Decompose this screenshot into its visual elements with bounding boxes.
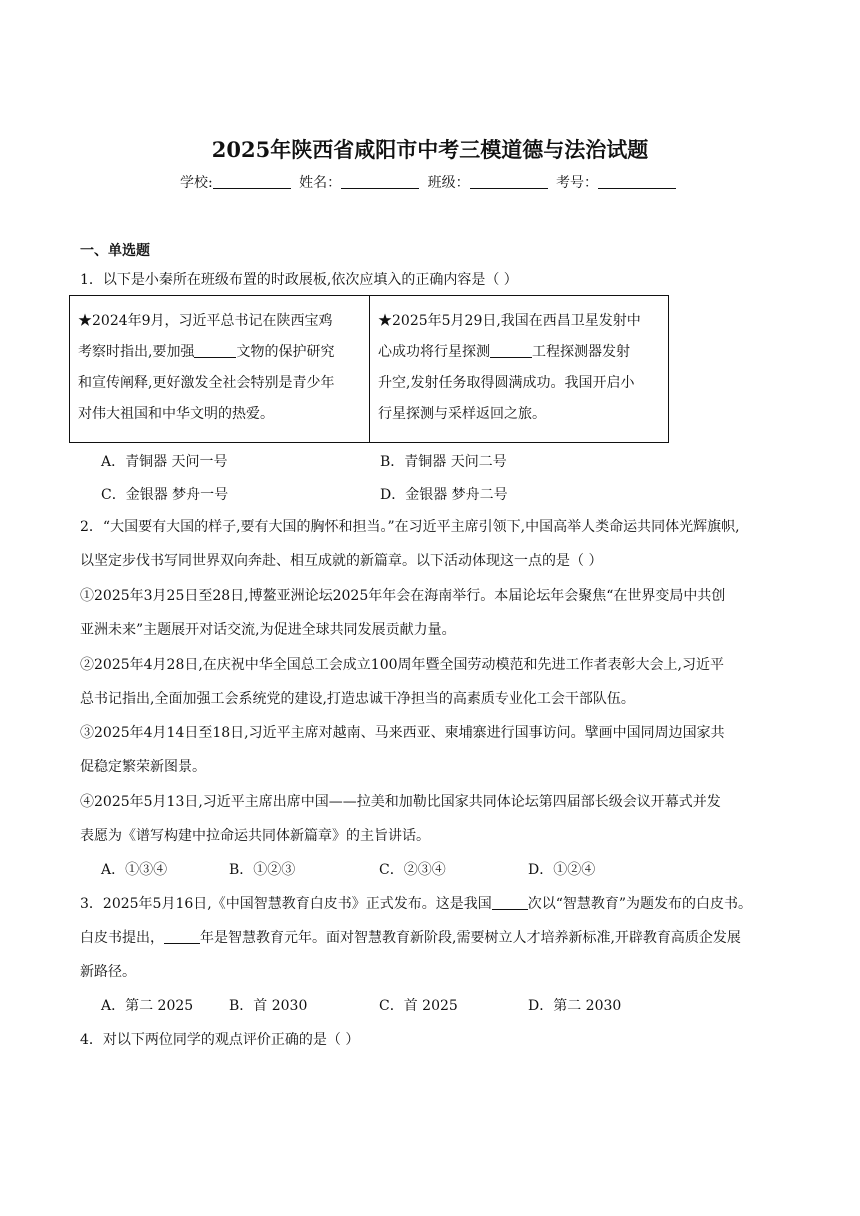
board-right-text: 心成功将行星探测 xyxy=(378,344,490,360)
blank-underline xyxy=(490,343,532,358)
q2-item-4-cont: 表愿为《谱写构建中拉命运共同体新篇章》的主旨讲话。 xyxy=(80,828,430,844)
board-right-text: 工程探测器发射 xyxy=(532,344,630,360)
q2-item-1-cont: 亚洲未来”主题展开对话交流,为促进全球共同发展贡献力量。 xyxy=(80,622,456,638)
q3-option-a[interactable]: A．第二 2025 xyxy=(101,998,194,1014)
q2-option-d[interactable]: D．①②④ xyxy=(528,862,596,878)
q1-option-a[interactable]: A．青铜器 天问一号 xyxy=(101,454,228,470)
q1-stem: 1．以下是小秦所在班级布置的时政展板,依次应填入的正确内容是（ ） xyxy=(80,272,518,288)
board-left-row: 和宣传阐释,更好激发全社会特别是青少年 xyxy=(78,375,335,391)
q3-option-b[interactable]: B．首 2030 xyxy=(229,998,308,1014)
board-left-text: 文物的保护研究 xyxy=(236,344,335,360)
blank-underline xyxy=(492,895,528,910)
q2-line: 以坚定步伐书写同世界双向奔赴、相互成就的新篇章。以下活动体现这一点的是（ ） xyxy=(80,553,603,569)
q2-item-3: ③2025年4月14日至18日,习近平主席对越南、马来西亚、柬埔寨进行国事访问。擘画中国同周边国家共 xyxy=(80,725,725,741)
board-right-row: 行星探测与采样返回之旅。 xyxy=(378,406,546,422)
exam-number-blank[interactable] xyxy=(598,174,676,189)
q2-option-c[interactable]: C．②③④ xyxy=(379,862,446,878)
board-right-row: ★2025年5月29日,我国在西昌卫星发射中 xyxy=(378,313,641,329)
page-title: 2025年陕西省咸阳市中考三模道德与法治试题 xyxy=(211,137,649,162)
q1-option-d[interactable]: D．金银器 梦舟二号 xyxy=(380,487,508,503)
q2-item-1: ①2025年3月25日至28日,博鳌亚洲论坛2025年年会在海南举行。本届论坛年会聚焦“在世界变局中共创 xyxy=(80,588,726,604)
blank-underline xyxy=(194,343,236,358)
q2-option-b[interactable]: B．①②③ xyxy=(229,862,296,878)
q3-text: 次以“智慧教育”为题发布的白皮书。 xyxy=(527,896,753,912)
q2-item-2-cont: 总书记指出,全面加强工会系统党的建设,打造忠诚干净担当的高素质专业化工会干部队伍。 xyxy=(80,691,635,707)
board-left-text: 考察时指出,要加强 xyxy=(78,344,195,360)
section-title-single-choice: 一、单选题 xyxy=(80,243,150,259)
board-left-row: ★2024年9月，习近平总书记在陕西宝鸡 xyxy=(78,313,333,329)
name-label: 姓名： xyxy=(299,175,342,191)
board-cell-left xyxy=(78,306,362,430)
q3-line-1 xyxy=(80,894,752,914)
school-blank[interactable] xyxy=(213,174,291,189)
board-divider xyxy=(369,296,370,442)
q3-text: 白皮书提出， xyxy=(80,930,164,946)
q2-line: 2．“大国要有大国的样子,要有大国的胸怀和担当。”在习近平主席引领下,中国高举人类命运共同体光辉旗帜, xyxy=(80,519,740,535)
q3-text: 3．2025年5月16日,《中国智慧教育白皮书》正式发布。这是我国 xyxy=(80,896,492,912)
q2-item-4: ④2025年5月13日,习近平主席出席中国——拉美和加勒比国家共同体论坛第四届部长级会议开幕式并发 xyxy=(80,794,721,810)
board-left-row: 对伟大祖国和中华文明的热爱。 xyxy=(78,406,274,422)
blank-underline xyxy=(164,929,200,944)
q3-line-3: 新路径。 xyxy=(80,964,136,980)
q3-line-2 xyxy=(80,928,741,948)
school-label: 学校: xyxy=(179,175,213,191)
q1-option-c[interactable]: C．金银器 梦舟一号 xyxy=(101,487,229,503)
q1-news-board xyxy=(69,295,669,443)
q3-option-c[interactable]: C．首 2025 xyxy=(379,998,458,1014)
board-cell-right xyxy=(378,306,662,430)
board-left-row xyxy=(78,337,362,368)
q3-option-d[interactable]: D．第二 2030 xyxy=(528,998,622,1014)
exam-number-label: 考号： xyxy=(556,175,599,191)
q2-option-a[interactable]: A．①③④ xyxy=(101,862,168,878)
q2-item-3-cont: 促稳定繁荣新图景。 xyxy=(80,759,206,775)
q4-stem: 4．对以下两位同学的观点评价正确的是（ ） xyxy=(80,1032,360,1048)
q2-item-2: ②2025年4月28日,在庆祝中华全国总工会成立100周年暨全国劳动模范和先进工作者表彰大会上,习近平 xyxy=(80,657,724,673)
class-blank[interactable] xyxy=(470,174,548,189)
board-right-row: 升空,发射任务取得圆满成功。我国开启小 xyxy=(378,375,635,391)
class-label: 班级： xyxy=(427,175,470,191)
student-info-line xyxy=(0,173,860,193)
board-right-row xyxy=(378,337,662,368)
q1-option-b[interactable]: B．青铜器 天问二号 xyxy=(380,454,507,470)
name-blank[interactable] xyxy=(341,174,419,189)
q3-text: 年是智慧教育元年。面对智慧教育新阶段,需要树立人才培养新标准,开辟教育高质企发展 xyxy=(200,930,741,946)
